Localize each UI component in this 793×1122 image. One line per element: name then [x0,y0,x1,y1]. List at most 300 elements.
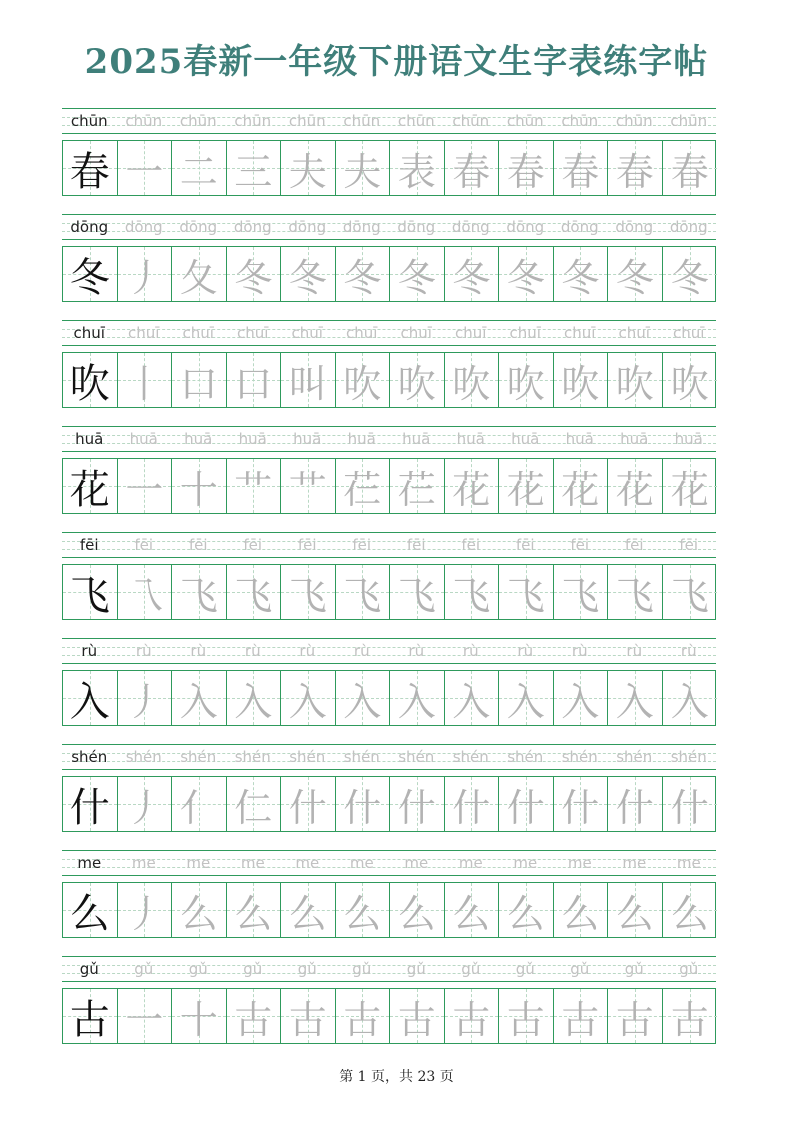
stroke-order-character: 夫 [343,149,382,194]
stroke-order-character: 吹 [452,361,491,406]
grid-cell [118,671,173,725]
model-character: 花 [69,466,110,513]
tian-grid-row [62,246,716,302]
grid-cell [499,141,554,195]
pinyin-trace: dōng [506,218,545,236]
pinyin-label: dōng [70,218,109,236]
pinyin-trace: dōng [560,218,599,236]
pinyin-trace: fēi [461,536,481,554]
character-row [62,212,716,318]
stroke-order-character: 么 [561,891,600,936]
pinyin-label: rù [81,642,98,660]
model-character: 入 [69,678,110,725]
pinyin-trace: me [404,854,429,872]
pinyin-trace: me [186,854,211,872]
pinyin-trace: chuī [618,324,650,342]
grid-cell [663,989,718,1043]
character-row [62,318,716,424]
stroke-order-character: 芢 [343,467,382,512]
pinyin-trace: chūn [343,112,381,130]
stroke-order-character: 春 [506,149,545,194]
grid-cell [390,671,445,725]
pinyin-trace: huā [402,430,431,448]
pinyin-row [62,956,716,982]
grid-cell [227,777,282,831]
stroke-order-character: 古 [343,997,382,1042]
stroke-order-character: 飞 [561,573,600,618]
pinyin-trace: fēi [570,536,590,554]
stroke-order-character: 叫 [288,361,327,406]
pinyin-trace: fēi [624,536,644,554]
stroke-order-character: 飞 [670,573,709,618]
stroke-order-character: 口 [179,361,218,406]
grid-cell [172,671,227,725]
stroke-order-character: 什 [670,785,709,830]
character-row [62,742,716,848]
tian-grid-row [62,564,716,620]
grid-cell [554,671,609,725]
grid-cell [227,141,282,195]
grid-cell [499,353,554,407]
pinyin-trace: rù [299,642,316,660]
pinyin-trace: fēi [243,536,263,554]
grid-cell [445,777,500,831]
grid-cell [63,247,118,301]
pinyin-trace: shén [670,748,707,766]
character-row [62,530,716,636]
grid-cell [227,459,282,513]
grid-cell [118,883,173,937]
grid-cell [227,565,282,619]
pinyin-trace: fēi [679,536,699,554]
stroke-order-character: 么 [343,891,382,936]
pinyin-trace: dōng [288,218,327,236]
grid-cell [172,353,227,407]
pinyin-trace: fēi [134,536,154,554]
stroke-order-character: 古 [452,997,491,1042]
pinyin-trace: shén [452,748,489,766]
pinyin-trace: huā [511,430,540,448]
grid-cell [172,459,227,513]
grid-cell [63,565,118,619]
grid-cell [336,671,391,725]
grid-cell [390,459,445,513]
pinyin-row [62,426,716,452]
stroke-order-character: 表 [397,149,436,194]
pinyin-trace: chuī [128,324,160,342]
stroke-order-character: 飞 [397,573,436,618]
stroke-order-character: 什 [506,785,545,830]
grid-cell [663,353,718,407]
stroke-order-character: 入 [288,679,327,724]
stroke-order-character: 冬 [506,255,545,300]
stroke-order-character: 么 [397,891,436,936]
pinyin-trace: chūn [125,112,163,130]
tian-grid-row [62,140,716,196]
pinyin-trace: gǔ [624,960,644,978]
grid-cell [554,777,609,831]
pinyin-trace: chuī [182,324,214,342]
grid-cell [172,247,227,301]
grid-cell [281,353,336,407]
grid-cell [390,353,445,407]
stroke-order-character: 乁 [125,573,164,618]
grid-cell [118,459,173,513]
stroke-order-character: 冬 [561,255,600,300]
grid-cell [63,141,118,195]
pinyin-trace: gǔ [352,960,372,978]
pinyin-trace: shén [125,748,162,766]
stroke-order-character: 三 [234,149,273,194]
grid-cell [172,989,227,1043]
grid-cell [445,565,500,619]
pinyin-trace: me [458,854,483,872]
stroke-order-character: 春 [670,149,709,194]
stroke-order-character: 夫 [288,149,327,194]
grid-cell [499,247,554,301]
model-character: 么 [69,890,110,937]
stroke-order-character: 冬 [397,255,436,300]
grid-cell [445,141,500,195]
stroke-order-character: 一 [125,997,164,1042]
pinyin-trace: chuī [291,324,323,342]
stroke-order-character: 飞 [343,573,382,618]
stroke-order-character: 花 [561,467,600,512]
grid-cell [663,883,718,937]
pinyin-trace: huā [674,430,703,448]
pinyin-trace: chūn [288,112,326,130]
character-row [62,106,716,212]
stroke-order-character: 二 [179,149,218,194]
stroke-order-character: 口 [234,361,273,406]
pinyin-trace: dōng [342,218,381,236]
grid-cell [63,989,118,1043]
stroke-order-character: 入 [397,679,436,724]
pinyin-trace: chuī [346,324,378,342]
pinyin-trace: rù [571,642,588,660]
stroke-order-character: 入 [506,679,545,724]
stroke-order-character: 一 [125,149,164,194]
page-title: 2025春新一年级下册语文生字表练字帖 [84,42,709,82]
pinyin-trace: shén [180,748,217,766]
pinyin-label: huā [75,430,104,448]
pinyin-trace: chūn [397,112,435,130]
pinyin-row [62,320,716,346]
pinyin-trace: chūn [234,112,272,130]
stroke-order-character: 丿 [125,891,164,936]
pinyin-trace: me [513,854,538,872]
grid-cell [445,671,500,725]
pinyin-trace: chuī [509,324,541,342]
stroke-order-character: 么 [234,891,273,936]
grid-cell [390,989,445,1043]
pinyin-trace: chūn [561,112,599,130]
pinyin-trace: chuī [673,324,705,342]
pinyin-trace: chūn [452,112,490,130]
pinyin-trace: me [295,854,320,872]
grid-cell [445,353,500,407]
stroke-order-character: 丨 [125,361,164,406]
grid-cell [281,671,336,725]
grid-cell [663,777,718,831]
pinyin-label: chuī [73,324,105,342]
grid-cell [554,459,609,513]
pinyin-trace: dōng [451,218,490,236]
pinyin-trace: dōng [669,218,708,236]
pinyin-trace: huā [456,430,485,448]
grid-cell [499,459,554,513]
grid-cell [336,565,391,619]
grid-cell [608,353,663,407]
grid-cell [172,883,227,937]
grid-cell [281,777,336,831]
stroke-order-character: 么 [288,891,327,936]
stroke-order-character: 飞 [615,573,654,618]
tian-grid-row [62,352,716,408]
pinyin-trace: rù [353,642,370,660]
stroke-order-character: 丿 [125,679,164,724]
stroke-order-character: 什 [452,785,491,830]
stroke-order-character: 春 [561,149,600,194]
pinyin-trace: gǔ [461,960,481,978]
stroke-order-character: 花 [670,467,709,512]
pinyin-trace: huā [565,430,594,448]
stroke-order-character: 飞 [506,573,545,618]
pinyin-label: me [77,854,102,872]
pinyin-trace: me [622,854,647,872]
stroke-order-character: 什 [561,785,600,830]
stroke-order-character: 么 [179,891,218,936]
pinyin-trace: fēi [406,536,426,554]
grid-cell [390,141,445,195]
pinyin-trace: huā [293,430,322,448]
grid-cell [608,671,663,725]
pinyin-trace: gǔ [243,960,263,978]
stroke-order-character: 丿 [125,785,164,830]
character-row [62,848,716,954]
pinyin-trace: gǔ [679,960,699,978]
grid-cell [608,777,663,831]
stroke-order-character: 什 [343,785,382,830]
grid-cell [172,777,227,831]
stroke-order-character: 春 [615,149,654,194]
grid-cell [499,989,554,1043]
grid-cell [445,989,500,1043]
stroke-order-character: 飞 [179,573,218,618]
stroke-order-character: 一 [125,467,164,512]
stroke-order-character: 什 [397,785,436,830]
grid-cell [281,247,336,301]
stroke-order-character: 艹 [288,467,327,512]
grid-cell [663,141,718,195]
practice-sheet [62,106,716,1060]
pinyin-trace: gǔ [406,960,426,978]
grid-cell [663,247,718,301]
grid-cell [336,141,391,195]
pinyin-trace: fēi [297,536,317,554]
grid-cell [118,565,173,619]
stroke-order-character: 入 [343,679,382,724]
pinyin-trace: shén [289,748,326,766]
tian-grid-row [62,670,716,726]
pinyin-trace: fēi [352,536,372,554]
grid-cell [118,777,173,831]
grid-cell [336,989,391,1043]
stroke-order-character: 么 [452,891,491,936]
grid-cell [336,247,391,301]
pinyin-trace: fēi [515,536,535,554]
grid-cell [336,883,391,937]
grid-cell [63,353,118,407]
pinyin-trace: rù [626,642,643,660]
pinyin-trace: chuī [400,324,432,342]
grid-cell [554,247,609,301]
pinyin-trace: huā [129,430,158,448]
stroke-order-character: 吹 [670,361,709,406]
grid-cell [554,565,609,619]
stroke-order-character: 什 [615,785,654,830]
pinyin-label: shén [71,748,108,766]
grid-cell [499,777,554,831]
grid-cell [445,459,500,513]
grid-cell [608,247,663,301]
pinyin-trace: shén [398,748,435,766]
model-character: 吹 [69,360,110,407]
pinyin-trace: shén [616,748,653,766]
grid-cell [281,565,336,619]
pinyin-trace: dōng [124,218,163,236]
stroke-order-character: 冬 [452,255,491,300]
pinyin-trace: gǔ [570,960,590,978]
pinyin-trace: huā [620,430,649,448]
stroke-order-character: 飞 [452,573,491,618]
tian-grid-row [62,458,716,514]
stroke-order-character: 芢 [397,467,436,512]
grid-cell [118,353,173,407]
pinyin-trace: dōng [397,218,436,236]
stroke-order-character: 飞 [234,573,273,618]
grid-cell [390,777,445,831]
character-row [62,636,716,742]
grid-cell [63,671,118,725]
pinyin-trace: shén [234,748,271,766]
grid-cell [281,141,336,195]
model-character: 冬 [69,254,110,301]
pinyin-row [62,744,716,770]
stroke-order-character: 么 [670,891,709,936]
stroke-order-character: 古 [397,997,436,1042]
pinyin-row [62,214,716,240]
model-character: 春 [69,148,110,195]
stroke-order-character: 丿 [125,255,164,300]
grid-cell [227,247,282,301]
grid-cell [445,883,500,937]
stroke-order-character: 入 [234,679,273,724]
grid-cell [336,353,391,407]
grid-cell [499,565,554,619]
pinyin-trace: rù [408,642,425,660]
stroke-order-character: 吹 [561,361,600,406]
grid-cell [172,141,227,195]
grid-cell [445,247,500,301]
grid-cell [663,565,718,619]
stroke-order-character: 夂 [179,255,218,300]
stroke-order-character: 么 [615,891,654,936]
tian-grid-row [62,776,716,832]
grid-cell [554,353,609,407]
stroke-order-character: 亻 [179,785,218,830]
pinyin-label: chūn [70,112,108,130]
pinyin-trace: huā [347,430,376,448]
stroke-order-character: 花 [506,467,545,512]
pinyin-trace: me [349,854,374,872]
pinyin-trace: rù [190,642,207,660]
grid-cell [390,565,445,619]
pinyin-trace: fēi [188,536,208,554]
grid-cell [172,565,227,619]
grid-cell [227,671,282,725]
stroke-order-character: 冬 [670,255,709,300]
stroke-order-character: 古 [615,997,654,1042]
pinyin-label: gǔ [79,960,99,978]
pinyin-trace: chūn [615,112,653,130]
pinyin-trace: shén [343,748,380,766]
pinyin-trace: me [676,854,701,872]
grid-cell [499,671,554,725]
stroke-order-character: 十 [179,997,218,1042]
pinyin-trace: shén [507,748,544,766]
grid-cell [554,141,609,195]
model-character: 飞 [69,572,110,619]
pinyin-trace: chuī [237,324,269,342]
pinyin-row [62,638,716,664]
stroke-order-character: 冬 [615,255,654,300]
stroke-order-character: 冬 [288,255,327,300]
model-character: 古 [69,996,110,1043]
pinyin-trace: rù [462,642,479,660]
grid-cell [227,989,282,1043]
character-row [62,424,716,530]
stroke-order-character: 艹 [234,467,273,512]
grid-cell [663,671,718,725]
stroke-order-character: 入 [670,679,709,724]
pinyin-trace: dōng [615,218,654,236]
pinyin-trace: gǔ [515,960,535,978]
stroke-order-character: 吹 [506,361,545,406]
grid-cell [63,883,118,937]
stroke-order-character: 冬 [234,255,273,300]
stroke-order-character: 花 [615,467,654,512]
stroke-order-character: 古 [561,997,600,1042]
stroke-order-character: 入 [615,679,654,724]
stroke-order-character: 吹 [397,361,436,406]
stroke-order-character: 十 [179,467,218,512]
grid-cell [63,459,118,513]
pinyin-trace: shén [561,748,598,766]
tian-grid-row [62,988,716,1044]
stroke-order-character: 吹 [343,361,382,406]
pinyin-trace: huā [184,430,213,448]
pinyin-row [62,108,716,134]
stroke-order-character: 古 [234,997,273,1042]
stroke-order-character: 古 [670,997,709,1042]
grid-cell [118,989,173,1043]
grid-cell [663,459,718,513]
pinyin-trace: rù [517,642,534,660]
pinyin-trace: dōng [179,218,218,236]
stroke-order-character: 冬 [343,255,382,300]
stroke-order-character: 什 [288,785,327,830]
